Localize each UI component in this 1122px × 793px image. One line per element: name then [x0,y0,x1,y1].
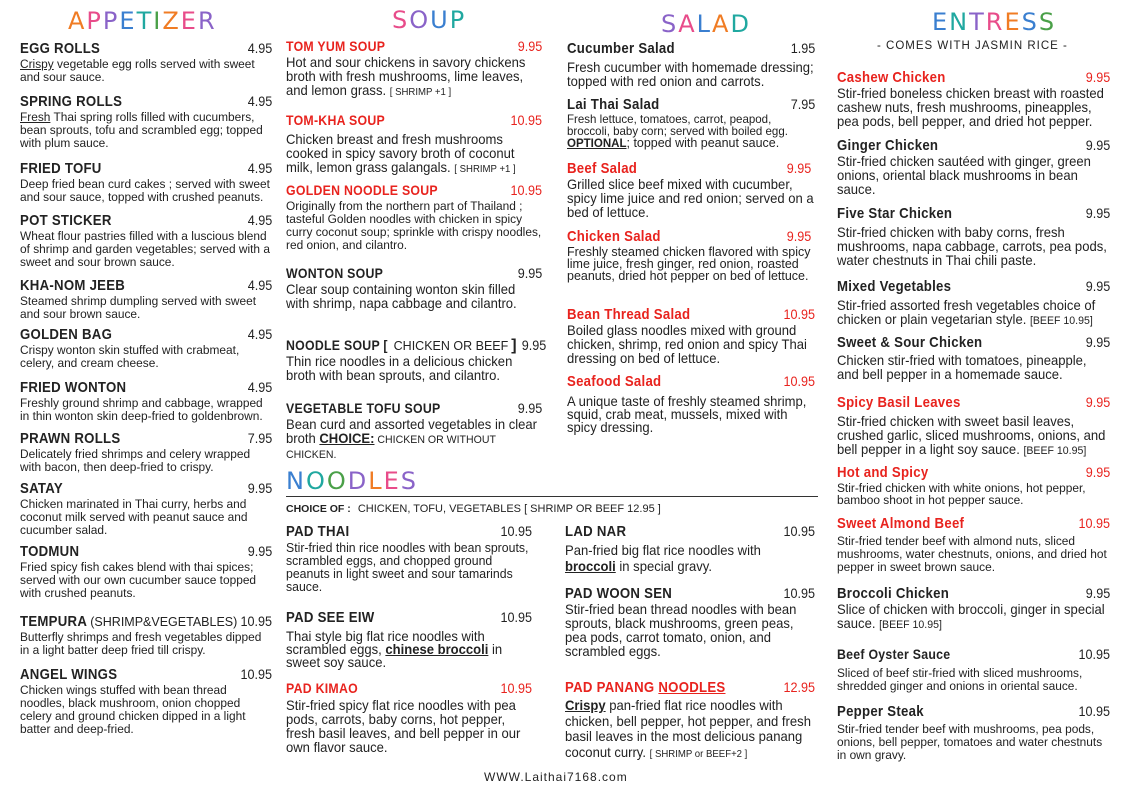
item-price: 9.95 [786,228,811,244]
menu-item [20,613,272,657]
item-desc: Fresh cucumber with homemade dressing; topped with red onion and carrots. [567,60,814,89]
title-letter: D [347,467,369,495]
item-desc: Stir-fried chicken with baby corns, fresh mushrooms, napa cabbage, carrots, pea pods, water chestnuts in Thai chili paste. [837,225,1107,268]
item-name: Broccoli Chicken [837,585,950,602]
item-price: 10.95 [1078,703,1110,719]
item-price: 9.95 [1085,205,1110,221]
name-underlined: NOODLES [658,679,726,696]
item-name: SPRING ROLLS [20,93,123,110]
item-price: 9.95 [786,160,811,176]
desc-text: vegetable egg rolls served with sweet and sour sauce. [20,57,255,84]
menu-item [286,112,542,177]
item-desc: Stir-fried tender beef with almond nuts, sliced mushrooms, water chestnuts, onions, and dried hot pepper in sweet brown sauce. [837,534,1107,574]
item-name: WONTON SOUP [286,265,384,281]
choice-label: CHOICE: [319,431,375,446]
menu-item [837,334,1110,382]
item-desc: Freshly ground shrimp and cabbage, wrapped in thin wonton skin deep-fried to goldenbrown. [20,396,263,423]
item-name: Five Star Chicken [837,205,953,222]
desc-text: Stir-fried chicken with sweet basil leaves, crushed garlic, sliced mushrooms, onions, and bell pepper in a light soy sauce. [837,414,1106,457]
item-price: 10.95 [783,585,815,601]
item-price: 9.95 [1085,69,1110,85]
title-letter: S [1021,8,1039,36]
item-note: [BEEF 10.95] [1029,315,1093,327]
desc-text: Thai style big flat rice noodles with scrambled eggs, [286,629,485,657]
noodles-section [286,465,818,765]
website-url[interactable]: WWW.Laithai7168.com [484,770,628,784]
item-price: 9.95 [517,265,542,281]
menu-item [837,205,1110,268]
item-desc: Clear soup containing wonton skin filled with shrimp, napa cabbage and cilantro. [286,282,517,311]
item-name: TODMUN [20,543,80,560]
item-desc [567,114,815,150]
item-desc: Chicken marinated in Thai curry, herbs and coconut milk served with peanut sauce and cucumber salad. [20,497,248,537]
menu-item [20,160,272,204]
menu-item [286,609,532,669]
title-letter: Z [162,7,181,35]
item-name: LAD NAR [565,523,627,540]
title-letter: P [449,6,467,34]
item-desc: Boiled glass noodles mixed with ground chicken, shrimp, red onion and spicy Thai dressing on bed of lettuce. [567,323,807,366]
item-price: 10.95 [783,523,815,539]
item-desc: Chicken stir-fried with tomatoes, pineapple, and bell pepper in a homemade sauce. [837,353,1087,382]
menu-item [567,373,815,434]
title-letter: P [102,7,120,35]
title-letter: E [1004,8,1022,36]
item-price: 9.95 [1085,464,1110,480]
noodles-choice [286,503,661,515]
item-name: Lai Thai Salad [567,96,660,113]
menu-item [20,93,272,150]
item-desc: Stir-fried boneless chicken breast with roasted cashew nuts, fresh mushrooms, pineapples, pea pods, bell pepper, and dried hot pepper. [837,86,1104,129]
item-name: PAD THAI [286,523,350,540]
item-price: 4.95 [247,160,272,176]
menu-item [20,326,272,370]
desc-end: in special gravy. [615,559,712,574]
title-letter: R [985,8,1005,36]
item-price: 4.95 [247,277,272,293]
desc-underlined: chinese broccoli [385,642,489,657]
menu-item [837,703,1110,762]
item-desc: Crispy wonton skin stuffed with crabmeat, celery, and cream cheese. [20,343,240,370]
item-desc: Delicately fried shrimps and celery wrapped with bacon, then deep-fried to crispy. [20,447,251,474]
desc-text: Bean curd and assorted vegetables in clear broth [286,417,538,446]
menu-item [837,394,1110,458]
item-price: 10.95 [240,666,272,682]
item-name: SATAY [20,480,63,497]
item-price: 4.95 [247,93,272,109]
item-name: Sweet Almond Beef [837,515,965,532]
menu-item [837,515,1110,574]
item-price: 7.95 [790,96,815,112]
item-name: Chicken Salad [567,228,661,245]
item-desc [837,603,1110,632]
item-price: 9.95 [247,543,272,559]
item-name: POT STICKER [20,212,112,229]
item-name-suffix: CHICKEN OR BEEF [393,339,509,353]
item-name: Cucumber Salad [567,40,675,57]
item-name: PRAWN ROLLS [20,430,121,447]
menu-item [20,40,272,84]
item-desc: Butterfly shrimps and fresh vegetables dipped in a light batter deep fried till crispy. [20,630,262,657]
item-desc: Wheat flour pastries filled with a luscious blend of shrimp and garden vegetables; served with a sweet and sour brown sauce. [20,229,270,269]
item-note: [ SHRIMP +1 ] [389,87,452,98]
item-desc: Stir-fried tender beef with mushrooms, pea pods, onions, bell pepper, tomatoes and water chestnuts in own gravy. [837,722,1103,762]
item-price: 10.95 [1078,515,1110,531]
noodles-title [286,469,418,493]
item-price: 10.95 [240,613,272,629]
item-price: 9.95 [517,38,542,54]
optional-text: ; topped with peanut sauce. [626,135,780,150]
menu-item [837,464,1110,506]
title-letter: L [696,10,713,38]
title-letter: A [712,10,731,38]
item-name: TOM-KHA SOUP [286,112,385,128]
desc-underlined: broccoli [565,559,616,574]
menu-item [567,40,815,89]
item-name: FRIED TOFU [20,160,102,177]
title-letter: T [136,7,154,35]
entress-title [932,10,1056,34]
item-desc: Steamed shrimp dumpling served with sweet and sour brown sauce. [20,294,257,321]
item-name: Mixed Vegetables [837,278,952,295]
title-letter: N [949,8,970,36]
item-desc: Stir-fried bean thread noodles with bean sprouts, black mushrooms, green peas, pea pods, carrot tomato, onion, and scrambled eggs. [565,602,797,659]
item-note: [BEEF 10.95] [879,619,942,631]
desc-text: pan-fried flat rice noodles with chicken, bell pepper, hot pepper, and fresh basil leaves in the most delicious panang coconut curry. [565,698,811,760]
item-price: 12.95 [783,679,815,695]
item-desc: Chicken wings stuffed with bean thread noodles, black mushroom, onion chopped celery and ground chicken dipped in a light batter and deep-fried. [20,683,246,736]
menu-item [286,400,542,462]
item-name: GOLDEN BAG [20,326,113,343]
menu-item [286,523,532,593]
desc-text: Pan-fried big flat rice noodles with [565,543,761,558]
item-desc: Fried spicy fish cakes blend with thai spices; served with our own cucumber sauce topped with crushed peanuts. [20,560,257,600]
item-name: ANGEL WINGS [20,666,118,683]
menu-item [20,430,272,474]
item-name: Ginger Chicken [837,137,939,154]
title-letter: E [932,8,950,36]
title-letter: S [400,467,418,495]
item-price: 10.95 [510,112,542,128]
item-name: Bean Thread Salad [567,306,691,323]
noodles-divider [286,496,818,497]
title-letter: L [368,467,384,495]
menu-item [565,585,815,659]
item-price: 10.95 [500,523,532,539]
item-price: 4.95 [247,379,272,395]
salad-title [661,12,751,36]
item-name [565,679,725,696]
item-name: KHA-NOM JEEB [20,277,126,294]
menu-item [20,277,272,321]
item-price: 10.95 [1078,646,1110,662]
desc-end: in sweet soy sauce. [286,642,503,670]
item-desc: Thin rice noodles in a delicious chicken broth with bean sprouts, and cilantro. [286,354,513,383]
item-price: 10.95 [500,609,532,625]
item-price: 9.95 [247,480,272,496]
item-price: 4.95 [247,212,272,228]
name-text: PAD PANANG [565,679,659,696]
title-letter: O [409,6,431,34]
item-price: 10.95 [510,182,542,198]
title-letter: E [119,7,137,35]
menu-item [286,337,546,383]
desc-text: Stir-fried assorted fresh vegetables choice of chicken or plain vegetarian style. [837,298,1096,327]
item-price: 7.95 [247,430,272,446]
title-letter: D [730,10,751,38]
desc-text: Thai spring rolls filled with cucumbers, bean sprouts, tofu and scrambled egg; topped with plum sauce. [20,110,263,150]
menu-item [837,278,1110,328]
item-name: Seafood Salad [567,373,662,390]
item-desc: Grilled slice beef mixed with cucumber, spicy lime juice and red onion; served on a bed of lettuce. [567,177,814,220]
title-letter: R [197,7,217,35]
item-desc [286,133,542,177]
item-price: 10.95 [500,680,532,696]
item-name: TOM YUM SOUP [286,38,386,54]
title-letter: U [430,6,450,34]
desc-underlined: Fresh [20,110,51,124]
title-letter: P [86,7,103,35]
item-name: PAD SEE EIW [286,609,375,626]
item-price: 9.95 [517,400,542,416]
item-desc: Sliced of beef stir-fried with sliced mushrooms, shredded ginger and onions in oriental sauce. [837,666,1083,693]
menu-item [565,523,815,575]
menu-item [567,228,815,282]
menu-item [837,585,1110,632]
item-price: 10.95 [783,373,815,389]
item-price: 9.95 [1085,334,1110,350]
menu-item [286,182,542,252]
item-price: 9.95 [1085,585,1110,601]
item-name: VEGETABLE TOFU SOUP [286,400,441,416]
item-desc: Deep fried bean curd cakes ; served with sweet and sour sauce, topped with crushed peanuts. [20,177,270,204]
title-letter: A [68,7,87,35]
item-name-end: ] [511,337,517,354]
title-letter: E [180,7,198,35]
item-name: Beef Oyster Sauce [837,646,951,662]
choice-text: CHICKEN OR WITHOUT CHICKEN. [286,434,496,461]
item-note: [ SHRIMP +1 ] [454,164,516,175]
item-desc [286,630,532,669]
item-name-suffix: (SHRIMP&VEGETABLES) [90,615,238,629]
item-name: Sweet & Sour Chicken [837,334,983,351]
item-price: 9.95 [1085,278,1110,294]
title-letter: O [305,467,327,495]
item-desc: A unique taste of freshly steamed shrimp, squid, crab meat, mussels, mixed with spicy dressing. [567,394,807,435]
title-letter: S [661,10,679,38]
item-desc [20,111,272,150]
title-letter: A [678,10,697,38]
item-price: 1.95 [790,40,815,56]
desc-underlined: Crispy [20,57,54,71]
item-desc: Originally from the northern part of Thailand ; tasteful Golden noodles with chicken in spicy curry coconut soup; sprinkle with crispy noodles, red onion, and cilantro. [286,199,542,252]
choice-text: CHICKEN, TOFU, VEGETABLES [ SHRIMP OR BEEF 12.95 ] [357,503,661,515]
title-letter: O [326,467,348,495]
item-name: Hot and Spicy [837,464,929,481]
menu-item [20,543,272,600]
item-desc: Stir-fried chicken with white onions, hot pepper, bamboo shoot in hot pepper sauce. [837,481,1086,507]
desc-text: Slice of chicken with broccoli, ginger in special sauce. [837,602,1105,631]
desc-text: Fresh lettuce, tomatoes, carrot, peapod, broccoli, baby corn; served with boiled egg. [567,112,788,138]
menu-item [565,679,815,762]
menu-item [567,306,815,366]
menu-item [567,96,815,150]
item-price: 9.95 [1085,137,1110,153]
menu-item [837,137,1110,197]
item-name: FRIED WONTON [20,379,127,396]
optional-label: OPTIONAL [567,136,627,150]
menu-item [20,212,272,269]
item-name: EGG ROLLS [20,40,101,57]
item-name: TEMPURA [20,613,88,630]
menu-item [20,379,272,423]
item-desc [286,56,542,100]
item-name: Cashew Chicken [837,69,946,86]
item-desc: Stir-fried spicy flat rice noodles with pea pods, carrots, baby corns, hot pepper, fresh basil leaves, and bell pepper in our own flavor sauce. [286,698,521,755]
item-name: Pepper Steak [837,703,924,720]
item-note: [ SHRIMP or BEEF+2 ] [649,748,748,760]
item-desc [565,698,815,762]
item-desc: Freshly steamed chicken flavored with spicy lime juice, fresh ginger, red onion, roasted peanuts, dried hot pepper on bed of lettuce. [567,244,811,283]
item-price: 4.95 [247,40,272,56]
item-note: [BEEF 10.95] [1023,445,1087,457]
item-desc [20,58,272,84]
item-desc [837,299,1110,328]
item-price: 9.95 [1085,394,1110,410]
item-name: NOODLE SOUP [ [286,337,388,353]
item-price: 4.95 [247,326,272,342]
menu-item [286,265,542,311]
desc-text: Chicken breast and fresh mushrooms cooked in spicy savory broth of coconut milk, lemon grass galangals. [286,132,515,175]
soup-title [392,8,466,32]
menu-item [837,69,1110,129]
appetizer-title [68,9,217,33]
menu-item [567,160,815,220]
item-desc: Stir-fried chicken sautéed with ginger, green onions, oriental black mushrooms in bean sauce. [837,154,1091,197]
choice-label: CHOICE OF : [286,503,351,515]
desc-underlined: Crispy [565,698,606,713]
item-desc: Stir-fried thin rice noodles with bean sprouts, scrambled eggs, and chopped ground peanuts in light sweet and sour tamarinds sauce. [286,540,529,594]
item-name: PAD WOON SEN [565,585,673,602]
menu-item [837,646,1110,693]
item-desc [565,543,815,575]
title-letter: E [383,467,401,495]
item-name: Spicy Basil Leaves [837,394,961,411]
item-desc [286,418,542,462]
title-letter: N [286,467,306,495]
item-name: PAD KIMAO [286,680,358,696]
item-price: 10.95 [783,306,815,322]
title-letter: S [392,6,410,34]
title-letter: S [1038,8,1057,36]
title-letter: I [153,7,163,35]
menu-item [20,666,272,736]
desc-text: Hot and sour chickens in savory chickens broth with fresh mushrooms, lime leaves, and lemon grass. [286,55,526,98]
item-price: 9.95 [521,337,546,353]
menu-item [286,38,542,100]
title-letter: T [969,8,986,36]
item-name: Beef Salad [567,160,638,177]
item-desc [837,415,1110,458]
item-name: GOLDEN NOODLE SOUP [286,182,438,198]
menu-item [286,680,532,755]
entress-subtitle: - COMES WITH JASMIN RICE - [877,40,1068,52]
menu-item [20,480,272,537]
